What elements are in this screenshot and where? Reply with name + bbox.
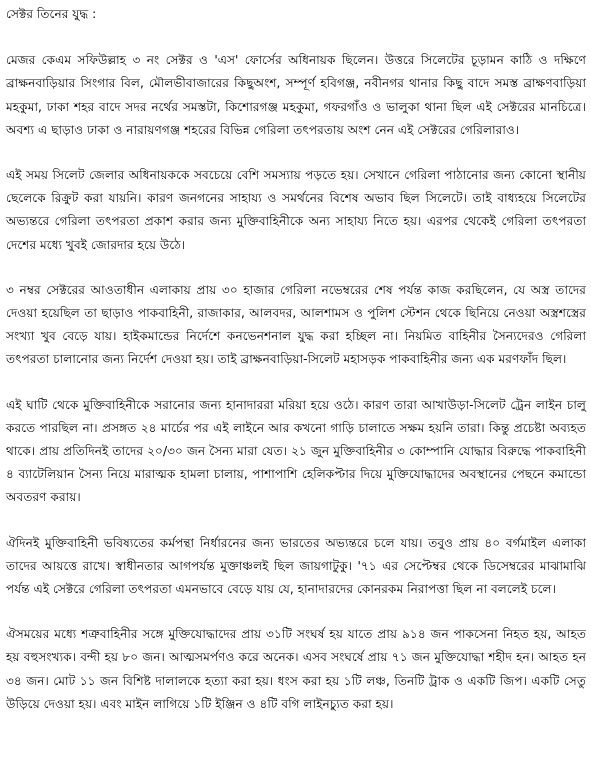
paragraph-battle-results: ঐসময়ের মধ্যে শত্রুবাহিনীর সঙ্গে মুক্তিযোদ্ধাদের প্রায় ৩১টি সংঘর্ষ হয় যাতে প্রায় ৯১৪ জন পাকসেনা নিহত হয়, আহত হয় বহুসংখ্যক। বন্দী হয় ৮০ জন। আত্মসমর্পণও করে অনেক। এসব সংঘর্ষে প্রায় ৭১ জন মুক্তিযোদ্ধা শহীদ হন। আহত হন ৩৪ জন। মোট ১১ জন বিশিষ্ট দালালকে হত্যা করা হয়। ধংস করা হয় ১টি লঞ্চ, তিনটি ট্রাক ও একটি জিপ। একটি সেতু উড়িয়ে দেওয়া হয়। এবং মাইন লাগিয়ে ১টি ইঞ্জিন ও ৪টি বগি লাইনচ্যুত করা হয়। xyxy=(6,627,586,711)
paragraph-sylhet-problem: এই সময় সিলেট জেলার অধিনায়ককে সবচেয়ে বেশি সমস্যায় পড়তে হয়। সেখানে গেরিলা পাঠানোর জন্য কোনো স্থানীয় ছেলেকে রিক্রুট করা যায়নি। কারণ জনগনের সাহায্য ও সমর্থনের বিশেষ অভাব ছিল সিলেটে। তাই বাধ্যহয়ে সিলেটের অভ্যন্তরে গেরিলা তৎপরতা প্রকাশ করার জন্য মুক্তিবাহিনীকে অন্য সাহায্য নিতে হয়। এরপর থেকেই গেরিলা তৎপরতা দেশের মধ্যে খুবই জোরদার হয়ে উঠে। xyxy=(6,168,586,252)
paragraph-railway-line: এই ঘাটি থেকে মুক্তিবাহিনীকে সরানোর জন্য হানাদাররা মরিয়া হয়ে ওঠে। কারণ তারা আখাউড়া-সিলেট ট্রেন লাইন চালু করতে পারছিল না। প্রসঙ্গত ২৪ মার্চের পর এই লাইনে আর কখনো গাড়ি চালাতে সক্ষম হয়নি তারা। কিন্তু প্রচেষ্টা অব্যহত থাকে। প্রায় প্রতিদিনই তাদের ২০/৩০ জন সৈন্য মারা যেত। ২১ জুন মুক্তিবাহিনীর ৩ কোম্পানি যোদ্ধার বিরুদ্ধে পাকবাহিনী ৪ ব্যাটেলিয়ান সৈন্য নিয়ে মারাত্মক হামলা চালায়, পাশাপাশি হেলিকপ্টার দিয়ে মুক্তিযোদ্ধাদের অবস্থানের পেছনে কমান্ডো অবতরণ করায়। xyxy=(6,397,586,505)
document-page xyxy=(6,3,586,716)
paragraph-liberated-area: ঐদিনই মুক্তিবাহিনী ভবিষ্যতের কর্মপন্থা নির্ধারনের জন্য ভারতের অভ্যন্তরে চলে যায়। তবুও প্রায় ৪০ বর্গমাইল এলাকা তাদের আয়ত্তে রাখে। স্বাধীনতার আগপর্যন্ত মুক্তাঞ্চলই ছিল জায়গাটুকু। '৭১ এর সেপ্টেম্বর থেকে ডিসেম্বরের মাঝামাঝি পর্যন্ত এই সেক্টরে গেরিলা তৎপরতা এমনভাবে বেড়ে যায় যে, হানাদারদের কোনরকম নিরাপত্তা ছিল না বললেই চলে। xyxy=(6,535,586,597)
document-heading: সেক্টর তিনের যুদ্ধ : xyxy=(6,7,97,21)
paragraph-guerrilla-count: ৩ নম্বর সেক্টরের আওতাধীন এলাকায় প্রায় ৩০ হাজার গেরিলা নভেম্বরের শেষ পর্যন্ত কাজ করছিলেন, যে অস্ত্র তাদের দেওয়া হয়েছিল তা ছাড়াও পাকবাহিনী, রাজাকার, আলবদর, আলশামস ও পুলিশ স্টেশন থেকে ছিনিয়ে নেওয়া অস্ত্রশস্ত্রের সংখ্যা খুব বেড়ে যায়। হাইকমান্ডের নির্দেশে কনভেনশনাল যুদ্ধ করা হচ্ছিল না। নিয়মিত বাহিনীর সৈন্যদেরও গেরিলা তৎপরতা চালানোর জন্য নির্দেশ দেওয়া হয়। তাই ব্রাক্ষনবাড়িয়া-সিলেট মহাসড়ক পাকবাহিনীর জন্য এক মরণফাঁদ ছিল। xyxy=(6,282,586,367)
paragraph-sector-commander: মেজর কেএম সফিউল্লাহ ৩ নং সেক্টর ও 'এস' ফোর্সের অধিনায়ক ছিলেন। উত্তরে সিলেটের চূড়ামন কাঠি ও দক্ষিণে ব্রাক্ষনবাড়িয়ার সিংগার বিল, মৌলভীবাজারের কিছুঅংশ, সম্পূর্ণ হবিগঞ্জ, নবীনগর থানার কিছু বাদে সমস্ত ব্রাক্ষণবাড়িয়া মহকুমা, ঢাকা শহর বাদে সদর নর্থের সমস্তটা, কিশোরগঞ্জ মহকুমা, গফরগাঁও ও ভালুকা থানা ছিল এই সেক্টরের মানচিত্রে। অবশ্য এ ছাড়াও ঢাকা ও নারায়ণগঞ্জ শহরের বিভিন্ন গেরিলা তৎপরতায় অংশ নেন এই সেক্টরের গেরিলারাও। xyxy=(6,53,586,137)
